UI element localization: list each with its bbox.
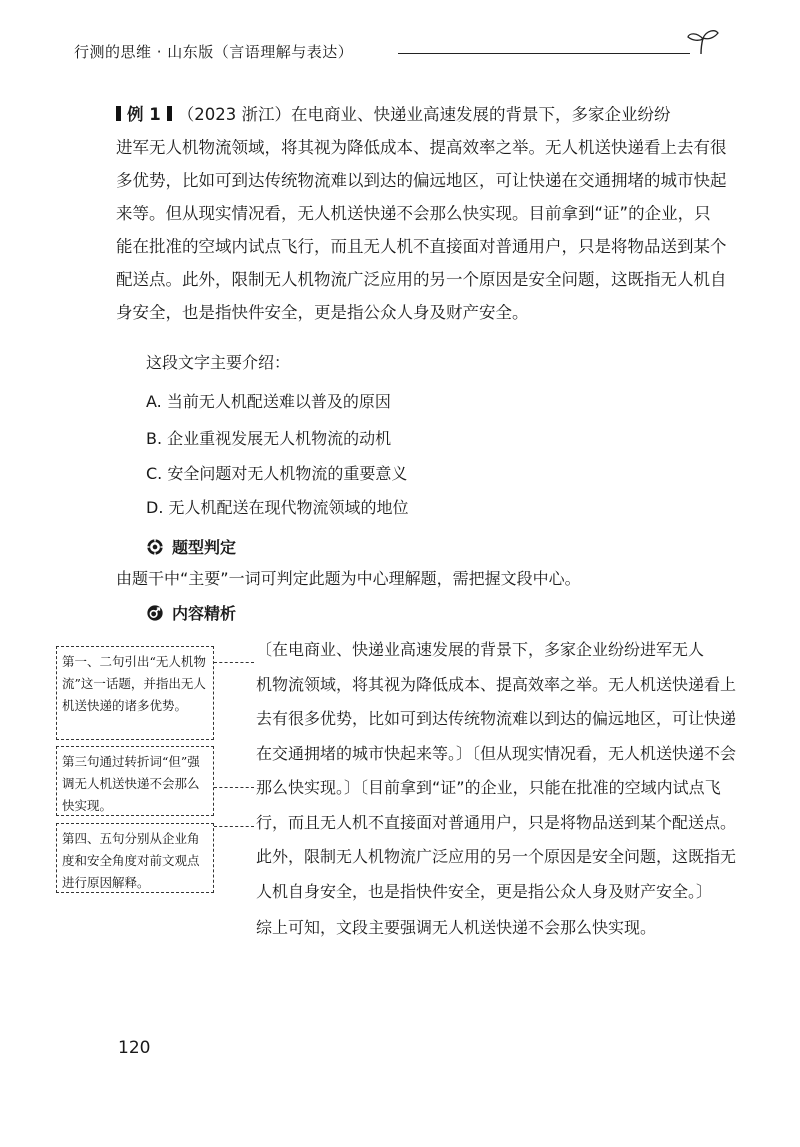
page-number: 120: [118, 1038, 151, 1058]
example-source: （2023 浙江）: [177, 105, 291, 124]
example-line: 来等。但从现实情况看，无人机送快递不会那么快实现。目前拿到“证”的企业，只: [116, 204, 711, 223]
example-line-1: [116, 98, 726, 131]
type-judgment-label: 题型判定: [172, 538, 237, 557]
analysis-line: 机物流领域，将其视为降低成本、提高效率之举。无人机送快递看上: [256, 674, 737, 694]
running-header-title: 行测的思维 · 山东版（言语理解与表达）: [74, 43, 354, 61]
type-judgment-heading: [146, 535, 236, 558]
example-line: 身安全，也是指快件安全，更是指公众人身及财产安全。: [116, 303, 529, 322]
example-line-text: 在电商业、快递业高速发展的背景下，多家企业纷纷: [290, 105, 671, 124]
example-line: 多优势，比如可到达传统物流难以到达的偏远地区，可让快递在交通拥堵的城市快起: [116, 171, 727, 190]
example-line: 能在批准的空域内试点飞行，而且无人机不直接面对普通用户，只是将物品送到某个: [116, 237, 727, 256]
content-analysis-label: 内容精析: [172, 604, 237, 623]
analysis-line: 行，而且无人机不直接面对普通用户，只是将物品送到某个配送点。: [256, 812, 737, 832]
example-line: 配送点。此外，限制无人机物流广泛应用的另一个原因是安全问题，这既指无人机自: [116, 270, 727, 289]
example-tag: 例 1: [127, 105, 161, 124]
margin-note-2: 第三句通过转折词“但”强调无人机送快递不会那么快实现。: [56, 746, 214, 816]
margin-note-3: 第四、五句分别从企业角度和安全角度对前文观点进行原因解释。: [56, 823, 214, 893]
note-connector-1: [214, 662, 254, 663]
note-connector-3: [214, 826, 254, 827]
sprout-icon: [683, 28, 723, 58]
tag-bar-right: [167, 106, 172, 121]
margin-note-1: 第一、二句引出“无人机物流”这一话题，并指出无人机送快递的诸多优势。: [56, 646, 214, 740]
analysis-line: 那么快实现。〕〔目前拿到“证”的企业，只能在批准的空域内试点飞: [256, 778, 721, 797]
example-line: 进军无人机物流领域，将其视为降低成本、提高效率之举。无人机送快递看上去有很: [116, 138, 727, 157]
analysis-line: 此外，限制无人机物流广泛应用的另一个原因是安全问题，这既指无: [256, 847, 737, 866]
content-analysis-heading: [146, 601, 236, 624]
gear-icon: [146, 538, 164, 556]
summary-text: 综上可知，文段主要强调无人机送快递不会那么快实现。: [256, 918, 657, 937]
option-c: C. 安全问题对无人机物流的重要意义: [146, 464, 408, 483]
analysis-line: 人机自身安全，也是指快件安全，更是指公众人身及财产安全。〕: [256, 881, 713, 901]
note-connector-2: [214, 787, 254, 788]
analysis-line: 在交通拥堵的城市快起来等。〕〔但从现实情况看，无人机送快递不会: [256, 743, 737, 763]
option-a: A. 当前无人机配送难以普及的原因: [146, 392, 391, 411]
option-d: D. 无人机配送在现代物流领域的地位: [146, 498, 409, 517]
analysis-line: 去有很多优势，比如可到达传统物流难以到达的偏远地区，可让快递: [256, 709, 737, 728]
type-judgment-text: 由题干中“主要”一词可判定此题为中心理解题，需把握文段中心。: [116, 569, 581, 588]
option-b: B. 企业重视发展无人机物流的动机: [146, 429, 392, 448]
question-prompt: 这段文字主要介绍：: [146, 353, 291, 372]
analysis-passage: [256, 633, 737, 909]
tag-bar-left: [116, 106, 121, 121]
header-rule: [398, 53, 690, 54]
example-passage: [116, 98, 726, 329]
analysis-line: 〔在电商业、快递业高速发展的背景下，多家企业纷纷进军无人: [256, 640, 705, 659]
magnifier-icon: [146, 604, 164, 622]
